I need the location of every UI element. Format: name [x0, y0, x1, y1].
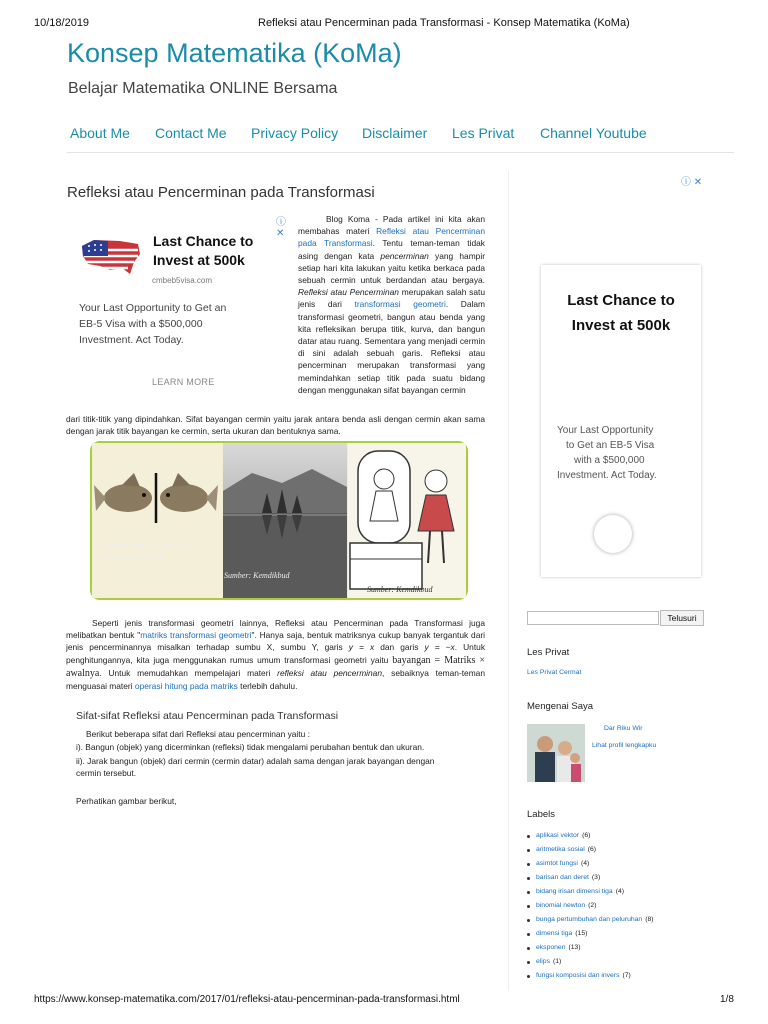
- sifat-heading: Sifat-sifat Refleksi atau Pencerminan pada Transformasi: [76, 710, 339, 722]
- us-flag-map-icon: [80, 236, 142, 278]
- nav-channel-youtube[interactable]: Channel Youtube: [540, 125, 647, 141]
- nav-disclaimer[interactable]: Disclaimer: [362, 125, 428, 141]
- nav-divider: [67, 152, 734, 153]
- link-refleksi[interactable]: Refleksi atau Pencerminan pada Transformasi: [298, 226, 485, 249]
- inline-ad-learn-more-button[interactable]: LEARN MORE: [152, 377, 215, 387]
- sifat-item-2: ii). Jarak bangun (objek) dari cermin (cermin datar) adalah sama dengan jarak bayangan dengan: [76, 756, 435, 766]
- blog-subtitle: Belajar Matematika ONLINE Bersama: [68, 80, 338, 97]
- adchoices-icon[interactable]: ⓘ ✕: [276, 217, 286, 239]
- inline-ad-title[interactable]: Last Chance to Invest at 500k: [153, 233, 254, 268]
- post-intro-paragraph: Blog Koma - Pada artikel ini kita akan membahas materi Refleksi atau Pencerminan pada Transformasi. Tentu teman-teman tidak asing dengan kata pencerminan yang hampir setiap hari kita lakukan yaitu ketika berkaca pada sebuah cermin untuk berdandan atau bergaya. Refleksi atau Pencerminan merupakan salah satu jenis dari transformasi geometri. Dalam transformasi geometri, bangun atau benda yang kita refleksikan berupa titik, kurva, dan bangun datar atau ruang. Sementara yang menjadi cermin di sini adalah sebuah garis. Refleksi atau pencerminan merupakan transformasi yang memindahkan setiap titik pada suatu bidang dengan menggunakan sifat bayangan cermin: [298, 214, 486, 395]
- print-page-number: 1/8: [720, 994, 734, 1005]
- sifat-intro: Berikut beberapa sifat dari Refleksi atau pencerminan yaitu :: [86, 729, 310, 739]
- about-heading: Mengenai Saya: [527, 701, 594, 712]
- search-input[interactable]: [527, 611, 659, 625]
- sifat-item-1: i). Bangun (objek) yang dicerminkan (refleksi) tidak mengalami perubahan bentuk dan ukuran.: [76, 742, 425, 752]
- reflection-figure: [90, 441, 468, 600]
- print-date: 10/18/2019: [34, 17, 90, 29]
- link-operasi-matriks[interactable]: operasi hitung pada matriks: [134, 681, 238, 692]
- nav-privacy-policy[interactable]: Privacy Policy: [251, 125, 339, 141]
- sidebar-ad-title[interactable]: Last Chance to Invest at 500k: [567, 292, 675, 334]
- nav-les-privat[interactable]: Les Privat: [452, 125, 515, 141]
- post-title: Refleksi atau Pencerminan pada Transformasi: [67, 184, 375, 201]
- avatar[interactable]: [527, 724, 585, 782]
- inline-ad-body: Your Last Opportunity to Get an EB-5 Visa with a $500,000 Investment. Act Today.: [79, 302, 227, 346]
- author-name-link[interactable]: Dar Riku Wir: [604, 725, 643, 732]
- sifat-item-2-cont: cermin tersebut.: [76, 768, 137, 778]
- sidebar-ad-arrow-button[interactable]: [594, 515, 632, 553]
- sifat-note: Perhatikan gambar berikut,: [76, 796, 177, 806]
- inline-ad-domain: cmbeb5visa.com: [152, 276, 213, 285]
- figure-caption-1: Sumber: http://newsfeelings s3.amazonaws.com: [102, 541, 192, 561]
- les-privat-link[interactable]: Les Privat Cermat: [527, 669, 582, 676]
- blog-title[interactable]: Konsep Matematika (KoMa): [67, 38, 402, 68]
- post-intro-continuation: dari titik-titik yang dipindahkan. Sifat bayangan cermin yaitu jarak antara benda asli dengan cermin akan sama dengan jarak titik bayangan ke cermin, serta ukuran dan bentuknya sama.: [66, 414, 485, 437]
- print-url: https://www.konsep-matematika.com/2017/01/refleksi-atau-pencerminan-pada-transformasi.html: [34, 994, 460, 1005]
- les-privat-heading: Les Privat: [527, 647, 570, 658]
- sidebar-divider: [508, 171, 509, 991]
- post-paragraph-matrix: Seperti jenis transformasi geometri lainnya, Refleksi atau Pencerminan pada Transformasi juga melibatkan bentuk "matriks transformasi geometri". Hanya saja, bentuk matriksnya cukup banyak tergantuk dari jenis pencerminannya misalkan terhadap sumbu X, sumbu Y, garis y = x dan garis y = −x. Untuk penghitungannya, kita juga menggunakan rumus umum transformasi geometri yaitu bayangan = Matriks × awalnya. Untuk memudahkan mempelajari materi refleksi atau pencerminan, sebaiknya teman-teman menguasai materi operasi hitung pada matriks terlebih dahulu.: [66, 618, 486, 692]
- print-doc-title: Refleksi atau Pencerminan pada Transformasi - Konsep Matematika (KoMa): [258, 17, 630, 29]
- sidebar-ad-body: Your Last Opportunity to Get an EB-5 Visa with a $500,000 Investment. Act Today.: [557, 425, 657, 481]
- sidebar-adchoices-icon[interactable]: ⓘ ✕: [681, 177, 703, 188]
- nav-contact-me[interactable]: Contact Me: [155, 125, 227, 141]
- figure-caption-2: Sumber: Kemdikbud: [224, 571, 290, 580]
- link-transformasi-geometri[interactable]: transformasi geometri: [354, 299, 446, 310]
- figure-caption-3: Sumber: Kemdikbud: [367, 585, 433, 594]
- nav-about-me[interactable]: About Me: [70, 125, 130, 141]
- search-button[interactable]: Telusuri: [660, 610, 704, 626]
- link-matriks-transformasi[interactable]: matriks transformasi geometri: [140, 630, 252, 641]
- labels-heading: Labels: [527, 809, 555, 820]
- profile-link[interactable]: Lihat profil lengkapku: [592, 742, 657, 749]
